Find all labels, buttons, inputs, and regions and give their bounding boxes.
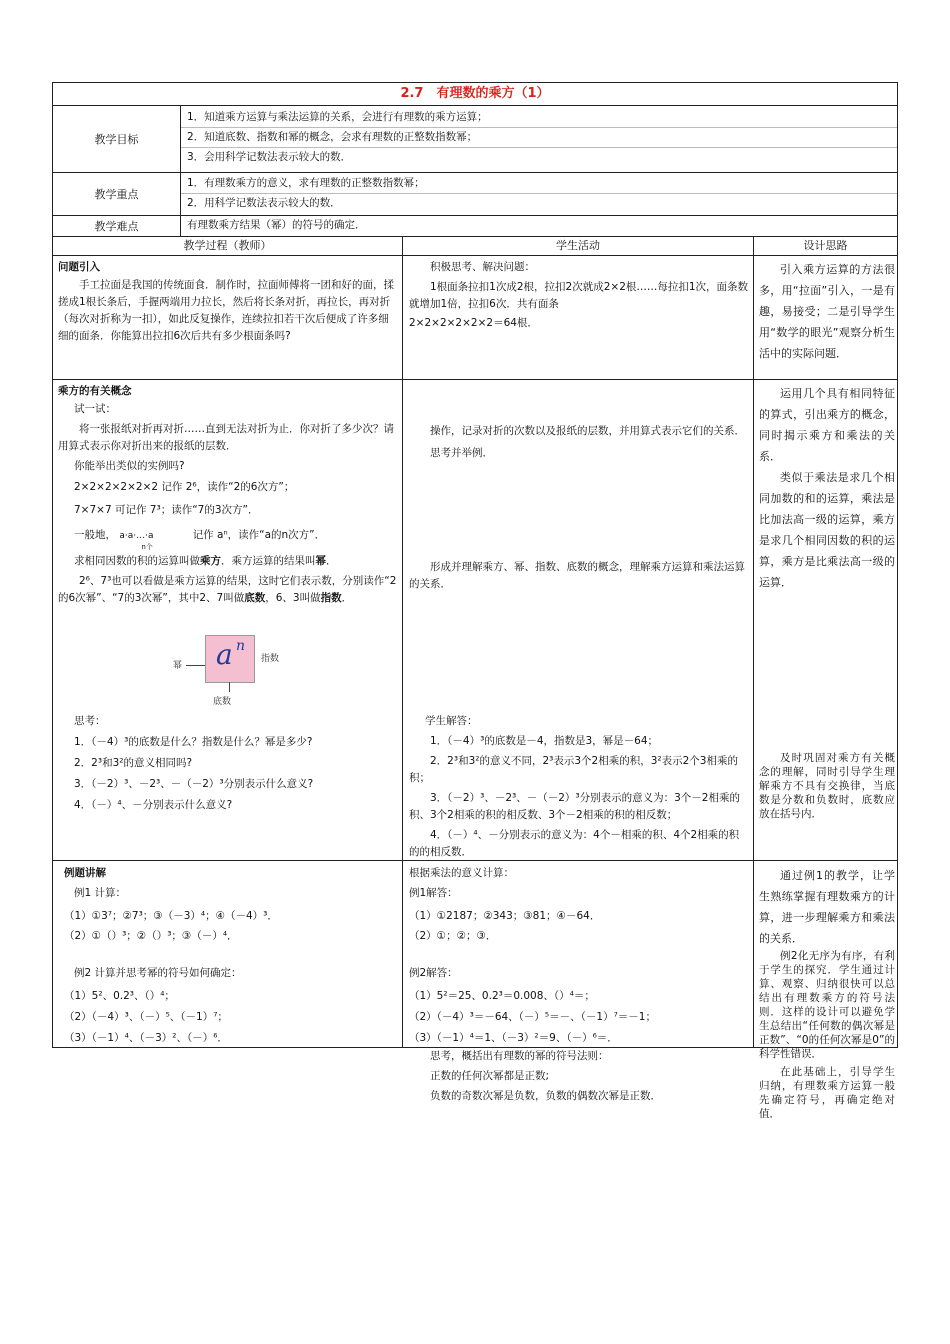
key-point-item: 1．有理数乘方的意义，求有理数的正整数指数幂；	[181, 174, 897, 194]
base-pointer	[229, 682, 230, 692]
general-prefix: 一般地，	[74, 529, 116, 541]
general-product: a·a·…·a	[119, 531, 154, 541]
section2-student	[409, 423, 749, 462]
question-item: 4．（－）⁴、－分别表示什么意义?	[74, 799, 233, 811]
exponent-label: 指数	[261, 654, 280, 664]
section3-teacher	[58, 865, 398, 1047]
design-text: 引入乘方运算的方法很多，用“拉面”引入，一是有趣，易接受；二是引导学生用“数学的眼光”观察分析生活中的实际问题．	[759, 263, 895, 360]
section3-student	[409, 865, 749, 1105]
power-pointer	[186, 665, 205, 666]
section3-design	[759, 865, 895, 949]
section-divider	[53, 379, 897, 380]
section3-heading: 例题讲解	[64, 867, 106, 879]
section3-design-more	[759, 949, 895, 1121]
student-ex1-title: 例1解答：	[409, 887, 458, 899]
objective-item: 1．知道乘方运算与乘法运算的关系，会进行有理数的乘方运算；	[181, 108, 897, 128]
column-design: 设计思路	[803, 239, 848, 252]
design-text: 类似于乘法是求几个相同加数的和的运算，乘法是比加法高一级的运算，乘方是求几个相同因数的积的运算，乘方是比乘法高一级的运算．	[759, 471, 895, 589]
column-student: 学生活动	[556, 239, 600, 252]
design-text: 例2化无序为有序，有利于学生的探究．学生通过计算、观察、归纳很快可以总结出有理数乘方的符号法则．这样的设计可以避免学生总结出“任何数的偶次幂是正数”、“0的任何次幂是0”的科学性错误．	[759, 950, 895, 1060]
student-answer-head: 学生解答：	[425, 715, 478, 727]
sign-rule: 正数的任何次幂都是正数;	[430, 1070, 550, 1082]
objective-item: 2．知道底数、指数和幂的概念，会求有理数的正整数指数幂；	[181, 128, 897, 148]
section2-heading: 乘方的有关概念	[58, 385, 132, 397]
general-under: n个	[141, 543, 153, 551]
example1-title: 例1 计算：	[74, 887, 127, 899]
section1-heading: 问题引入	[58, 261, 100, 273]
question-item: 2．2³和3²的意义相同吗?	[74, 757, 193, 769]
student-answer: 3．（－2）³、－2³、－（－2）³分别表示的意义为：3个－2相乘的积、3个2相乘的积的相反数、3个－2相乘的积的相反数；	[409, 792, 740, 821]
base-label: 底数	[213, 697, 232, 707]
student-operation: 操作，记录对折的次数以及报纸的层数，并用算式表示它们的关系．	[430, 425, 745, 437]
design-text: 及时巩固对乘方有关概念的理解，同时引导学生理解乘方不具有交换律，当底数是分数和负数时，底数应放在括号内．	[759, 752, 895, 820]
student-ex1-line: （1）①2187；②343；③81；④－64．	[409, 910, 601, 922]
student-concepts: 形成并理解乘方、幂、指数、底数的概念，理解乘方运算和乘法运算的关系．	[409, 561, 745, 590]
student-line: 2×2×2×2×2×2＝64根．	[409, 317, 538, 329]
power-explanation: 2⁶、7³也可以看做是乘方运算的结果，这时它们表示数，分别读作“2的6次幂”、“7的3次幂”，其中2、7叫做底数，6、3叫做指数．	[58, 575, 397, 604]
objectives-label: 教学目标	[53, 106, 181, 172]
student-think: 思考，概括出有理数的幂的符号法则：	[430, 1050, 609, 1062]
section2-teacher	[58, 383, 398, 607]
student-answer: 1．（－4）³的底数是－4，指数是3，幂是－64；	[430, 735, 659, 747]
sign-rule: 负数的奇数次幂是负数，负数的偶数次幂是正数．	[430, 1090, 661, 1102]
section2-student-answers	[409, 713, 749, 861]
power-label: 幂	[173, 661, 183, 671]
example1-line: （1）①3⁷；②7³；③（－3）⁴；④（－4）³．	[64, 910, 278, 922]
section2-student-concepts	[409, 559, 749, 593]
example2-line: （3）（－1）⁴、（－3）²、（－）⁶．	[64, 1032, 228, 1044]
design-text: 运用几个具有相同特征的算式，引出乘方的概念，同时揭示乘方和乘法的关系．	[759, 387, 895, 463]
general-definition	[58, 527, 398, 551]
example2-line: （2）（－4）³、（－）⁵、（－1）⁷；	[64, 1011, 228, 1023]
column-header	[53, 237, 897, 256]
key-points-label: 教学重点	[53, 173, 181, 215]
think-label: 思考：	[74, 715, 106, 727]
base-symbol: a	[216, 638, 233, 671]
student-head: 根据乘法的意义计算：	[409, 867, 514, 879]
column-teacher: 教学过程（教师）	[183, 239, 272, 252]
student-answer: 4．（－）⁴、－分别表示的意义为：4个－相乘的积、4个2相乘的积的的相反数．	[409, 829, 740, 858]
student-line: 积极思考、解决问题：	[430, 261, 535, 273]
student-line: 1根面条拉扣1次成2根，拉扣2次就成2×2根……每拉扣1次，面条数就增加1倍，拉扣6次．共有面条	[409, 281, 749, 310]
lesson-plan-table	[52, 82, 898, 1120]
section1-student	[409, 259, 749, 332]
column-divider	[753, 237, 754, 1047]
difficulty-text: 有理数乘方结果（幂）的符号的确定．	[187, 219, 366, 231]
student-ex2-line: （3）（－1）⁴＝1、（－3）²＝9、（－）⁶＝．	[409, 1032, 618, 1044]
example2-line: （1）5²、0.2³、（）⁴；	[64, 990, 175, 1002]
page-title: 2.7 有理数的乘方（1）	[53, 83, 897, 106]
student-answer: 2．2³和3²的意义不同，2³表示3个2相乘的积，3²表示2个3相乘的积；	[409, 755, 738, 784]
design-text: 通过例1的教学，让学生熟练掌握有理数乘方的计算，进一步理解乘方和乘法的关系．	[759, 869, 895, 945]
try-label: 试一试：	[74, 403, 116, 415]
student-ex2-title: 例2解答：	[409, 967, 458, 979]
difficulty-label: 教学难点	[53, 216, 181, 236]
definition: 求相同因数的积的运算叫做乘方．乘方运算的结果叫幂．	[74, 555, 337, 567]
section1-teacher	[58, 259, 398, 345]
section1-design	[759, 259, 895, 364]
power-figure	[205, 635, 255, 683]
objective-item: 3．会用科学记数法表示较大的数．	[187, 151, 352, 163]
question-item: 3．（－2）³、－2³、－（－2）³分别表示什么意义?	[74, 778, 314, 790]
key-points-row	[53, 173, 897, 216]
example1-line: （2）①（）³；②（）³；③（－）⁴．	[64, 930, 238, 942]
example2-title: 例2 计算并思考幂的符号如何确定：	[74, 967, 242, 979]
question-item: 1．（－4）³的底数是什么？指数是什么？幂是多少?	[74, 736, 313, 748]
section2-questions	[58, 713, 398, 814]
objectives-row	[53, 106, 897, 173]
column-divider	[402, 237, 403, 1047]
examples-question: 你能举出类似的实例吗?	[74, 460, 185, 472]
general-suffix: 记作 aⁿ，读作“a的n次方”．	[192, 529, 326, 541]
product-expression	[119, 528, 189, 551]
exponent-symbol: n	[236, 638, 246, 654]
student-ex1-line: （2）①；②；③．	[409, 930, 497, 942]
student-ex2-line: （1）5²＝25、0.2³＝0.008、（）⁴＝；	[409, 990, 595, 1002]
fold-task: 将一张报纸对折再对折……直到无法对折为止．你对折了多少次？请用算式表示你对折出来的报纸的层数．	[58, 423, 394, 452]
key-point-item: 2．用科学记数法表示较大的数．	[187, 197, 341, 209]
section2-design	[759, 383, 895, 593]
student-ex2-line: （2）（－4）³＝－64、（－）⁵＝－、（－1）⁷＝－1；	[409, 1011, 656, 1023]
section2-design-consolidate	[759, 751, 895, 821]
student-think: 思考并举例．	[430, 447, 493, 459]
design-text: 在此基础上，引导学生归纳，有理数乘方运算一般先确定符号，再确定绝对值．	[759, 1066, 895, 1120]
example-line: 2×2×2×2×2×2 记作 2⁶，读作“2的6次方”；	[74, 481, 295, 493]
example-line: 7×7×7 可记作 7³；读作“7的3次方”．	[74, 504, 259, 516]
section1-problem: 手工拉面是我国的传统面食．制作时，拉面师傅将一团和好的面，揉搓成1根长条后，手握两端用力拉长，然后将长条对折，再拉长，再对折（每次对折称为一扣），如此反复操作，连续拉扣若干次后便成了许多细细的面条．你能算出拉扣6次后共有多少根面条吗?	[58, 279, 394, 342]
difficulty-row	[53, 216, 897, 237]
